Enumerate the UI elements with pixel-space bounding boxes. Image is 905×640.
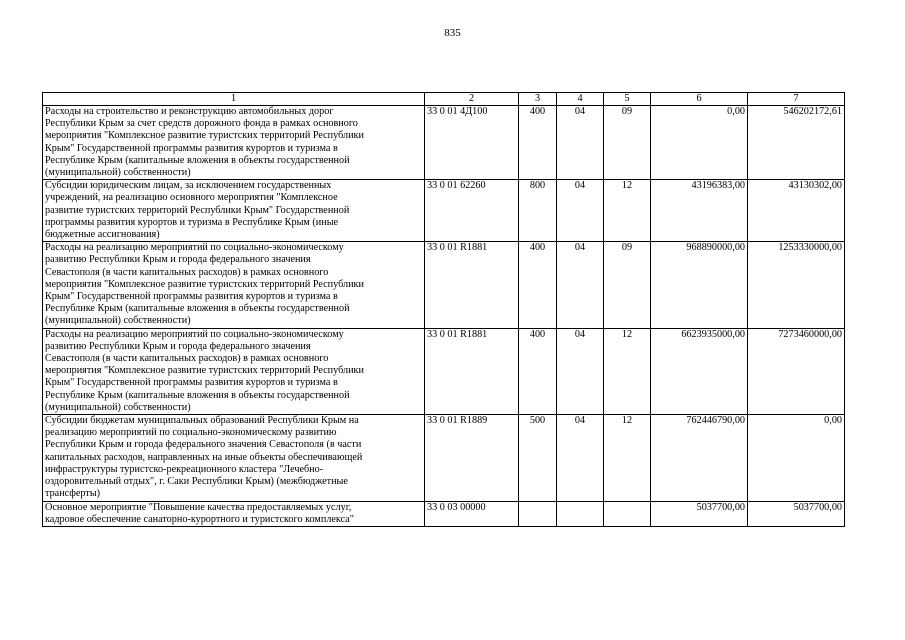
row-code: 33 0 01 4Д100 xyxy=(425,106,519,180)
table-row xyxy=(43,242,845,328)
row-code: 33 0 01 R1881 xyxy=(425,328,519,414)
table-row xyxy=(43,328,845,414)
budget-table xyxy=(42,92,845,527)
row-col5: 12 xyxy=(604,328,651,414)
row-description: Основное мероприятие "Повышение качества предоставляемых услуг, кадровое обеспечение санаторно-курортного и туристского комплекса" xyxy=(43,501,425,526)
row-col7: 43130302,00 xyxy=(748,180,845,242)
row-col6: 6623935000,00 xyxy=(651,328,748,414)
row-description: Субсидии юридическим лицам, за исключением государственных учреждений, на реализацию основного мероприятия "Комплексное развитие туристских территорий Республики Крым" Государственной программы развития курортов и туризма в Республике Крым (иные бюджетные ассигнования) xyxy=(43,180,425,242)
page-number: 835 xyxy=(444,27,461,39)
row-col5: 09 xyxy=(604,242,651,328)
header-col-6: 6 xyxy=(651,93,748,106)
header-row xyxy=(43,93,845,106)
header-col-2: 2 xyxy=(425,93,519,106)
row-description: Расходы на строительство и реконструкцию автомобильных дорог Республики Крым за счет средств дорожного фонда в рамках основного мероприятия "Комплексное развитие туристских территорий Республики Крым" Государственной программы развития курортов и туризма в Республике Крым (капитальные вложения в объекты государственной (муниципальной) собственности) xyxy=(43,106,425,180)
row-col5 xyxy=(604,501,651,526)
row-description: Субсидии бюджетам муниципальных образований Республики Крым на реализацию мероприятий по социально-экономическому развитию Республики Крым и города федерального значения Севастополя (в части капитальных расходов, направленных на иные объекты обеспечивающей инфраструктуры туристско-рекреационного кластера "Лечебно- оздоровительный отдых", г. Саки Республики Крым) (межбюджетные трансферты) xyxy=(43,415,425,501)
row-col6: 0,00 xyxy=(651,106,748,180)
row-col5: 12 xyxy=(604,415,651,501)
header-col-4: 4 xyxy=(557,93,604,106)
row-col7: 1253330000,00 xyxy=(748,242,845,328)
row-col6: 5037700,00 xyxy=(651,501,748,526)
row-col3: 500 xyxy=(519,415,557,501)
row-description: Расходы на реализацию мероприятий по социально-экономическому развитию Республики Крым и города федерального значения Севастополя (в части капитальных расходов) в рамках основного мероприятия "Комплексное развитие туристских территорий Республики Крым" Государственной программы развития курортов и туризма в Республике Крым (капитальные вложения в объекты государственной (муниципальной) собственности) xyxy=(43,242,425,328)
row-col4 xyxy=(557,501,604,526)
row-col3: 400 xyxy=(519,328,557,414)
row-col5: 12 xyxy=(604,180,651,242)
row-col7: 5037700,00 xyxy=(748,501,845,526)
row-col3 xyxy=(519,501,557,526)
row-code: 33 0 01 R1881 xyxy=(425,242,519,328)
row-col6: 762446790,00 xyxy=(651,415,748,501)
row-col4: 04 xyxy=(557,106,604,180)
row-col4: 04 xyxy=(557,415,604,501)
row-description: Расходы на реализацию мероприятий по социально-экономическому развитию Республики Крым и города федерального значения Севастополя (в части капитальных расходов) в рамках основного мероприятия "Комплексное развитие туристских территорий Республики Крым" Государственной программы развития курортов и туризма в Республике Крым (капитальные вложения в объекты государственной (муниципальной) собственности) xyxy=(43,328,425,414)
row-code: 33 0 03 00000 xyxy=(425,501,519,526)
row-col4: 04 xyxy=(557,328,604,414)
header-col-5: 5 xyxy=(604,93,651,106)
header-col-1: 1 xyxy=(43,93,425,106)
row-col3: 800 xyxy=(519,180,557,242)
row-col3: 400 xyxy=(519,242,557,328)
table-row xyxy=(43,180,845,242)
table-row xyxy=(43,106,845,180)
row-col5: 09 xyxy=(604,106,651,180)
table-row xyxy=(43,501,845,526)
row-code: 33 0 01 62260 xyxy=(425,180,519,242)
row-col3: 400 xyxy=(519,106,557,180)
row-col7: 7273460000,00 xyxy=(748,328,845,414)
row-col4: 04 xyxy=(557,180,604,242)
header-col-7: 7 xyxy=(748,93,845,106)
row-col6: 968890000,00 xyxy=(651,242,748,328)
row-code: 33 0 01 R1889 xyxy=(425,415,519,501)
table-row xyxy=(43,415,845,501)
row-col7: 0,00 xyxy=(748,415,845,501)
row-col7: 546202172,61 xyxy=(748,106,845,180)
row-col4: 04 xyxy=(557,242,604,328)
row-col6: 43196383,00 xyxy=(651,180,748,242)
header-col-3: 3 xyxy=(519,93,557,106)
